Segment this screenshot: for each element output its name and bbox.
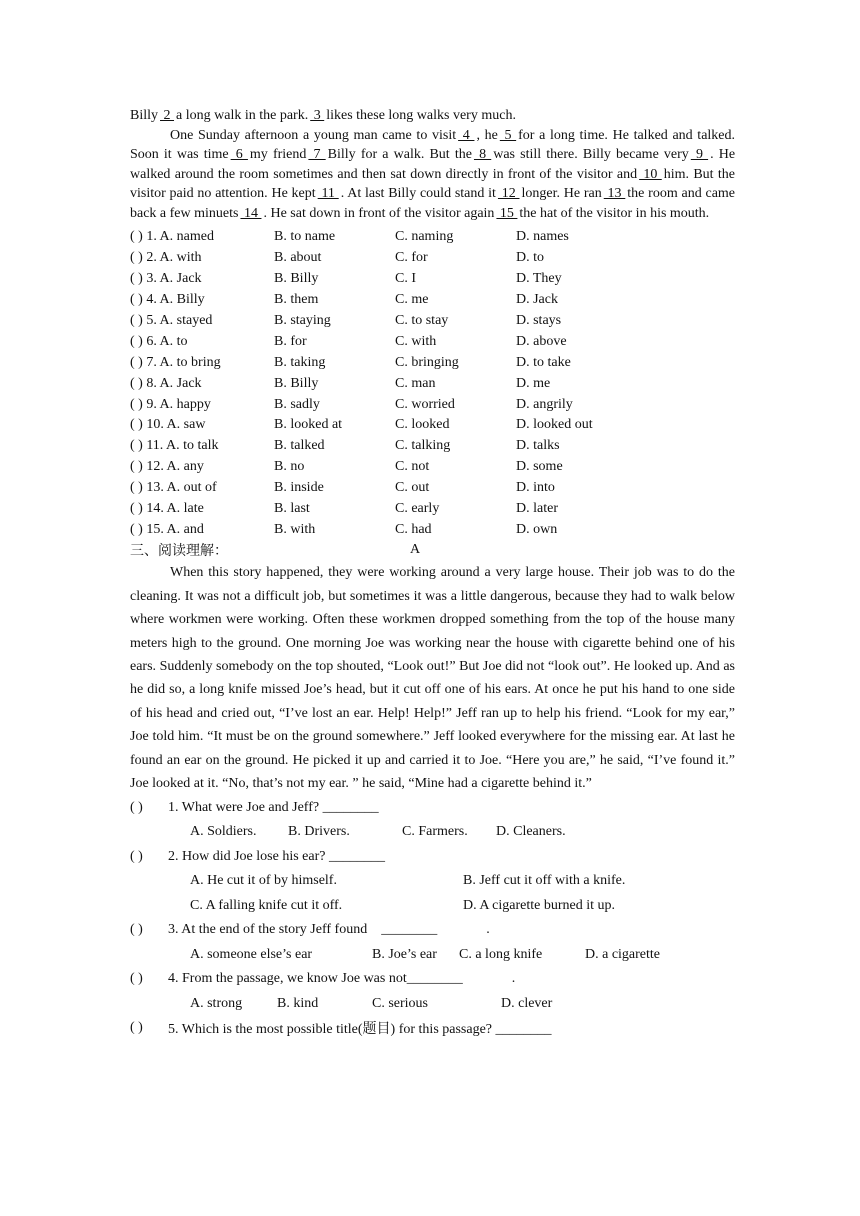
option-d: D. me — [516, 375, 551, 391]
answer-d: D. A cigarette burned it up. — [463, 897, 616, 913]
option-d: D. some — [516, 459, 563, 475]
option-d: D. to — [516, 250, 544, 266]
question-3 — [130, 918, 735, 943]
answer-paren: ( ) — [130, 971, 143, 987]
cloze-line-1: Billy 2 a long walk in the park. 3 likes these long walks very much. — [130, 108, 516, 123]
question-text: 5. Which is the most possible title(题目) for this passage? ________ — [168, 1022, 552, 1038]
option-row — [130, 248, 735, 269]
answers-2b — [130, 893, 735, 918]
blank-12: 12 — [497, 186, 520, 201]
option-c: C. to stay — [395, 313, 449, 328]
option-row — [130, 352, 735, 373]
answers-2a — [130, 869, 735, 894]
option-d: D. above — [516, 333, 567, 349]
option-b: B. for — [274, 333, 307, 349]
blank-11: 11 — [317, 186, 339, 201]
reading-passage: When this story happened, they were working around a very large house. Their job was to do the cleaning. It was not a difficult job, but sometimes it was a little dangerous, because they had to walk below where workmen were working. Often these workmen dropped something from the top of the house many meters high to the ground. One morning Joe was working near the house with cigarette behind one of his ears. Suddenly somebody on the top shouted, “Look out!” But Joe did not “look out”. He looked up. And as he did so, a long knife missed Joe’s head, but it cut off one of his ears. At once he put his hand to one side of his head and cried out, “I’ve lost an ear. Help! Help!” Jeff ran up to help his friend. “Look for my ear,” Joe told him. “It must be on the ground somewhere.” Jeff looked everywhere for the missing ear. At last he found an ear on the ground. He picked it up and carried it to Joe. “Here you are,” he said, “I’ve found it.” Joe looked at it. “No, that’s not my ear. ” he said, “Mine had a cigarette behind it.” — [130, 565, 735, 792]
blank-3: 3 — [310, 108, 325, 123]
question-text: 3. At the end of the story Jeff found ________ . — [168, 922, 490, 938]
blank-15: 15 — [496, 205, 518, 221]
option-b: B. Billy — [274, 375, 319, 391]
answers-3 — [130, 942, 735, 967]
answer-a: A. strong — [190, 995, 243, 1011]
option-b: B. looked at — [274, 417, 343, 433]
answer-c: C. Farmers. — [402, 824, 468, 840]
option-c: C. had — [395, 521, 432, 537]
question-text: 1. What were Joe and Jeff? ________ — [168, 799, 379, 815]
blank-4: 4 — [458, 127, 475, 143]
option-c: C. for — [395, 250, 428, 266]
option-a: ( ) 4. A. Billy — [130, 292, 205, 308]
option-c: C. worried — [395, 396, 455, 412]
option-d: D. Jack — [516, 292, 558, 308]
option-c: C. with — [395, 333, 437, 349]
option-b: B. with — [274, 521, 316, 537]
option-row — [130, 478, 735, 499]
option-a: ( ) 9. A. happy — [130, 396, 211, 412]
question-text: 4. From the passage, we know Joe was not________ . — [168, 971, 516, 987]
blank-5: 5 — [499, 127, 517, 143]
option-row — [130, 311, 735, 332]
question-2 — [130, 844, 735, 869]
question-4 — [130, 967, 735, 992]
answer-paren: ( ) — [130, 1020, 143, 1036]
option-row — [130, 457, 735, 478]
document-page — [130, 106, 735, 1040]
option-b: B. last — [274, 501, 310, 517]
option-d: D. They — [516, 271, 562, 287]
option-b: B. talked — [274, 438, 325, 454]
answer-b: B. Drivers. — [288, 824, 350, 840]
option-d: D. to take — [516, 354, 571, 370]
option-a: ( ) 1. A. named — [130, 229, 214, 245]
answer-a: A. Soldiers. — [190, 824, 257, 840]
option-c: C. early — [395, 501, 440, 517]
option-a: ( ) 8. A. Jack — [130, 375, 202, 391]
section-title: 三、阅读理解： — [130, 543, 228, 559]
answers-1 — [130, 820, 735, 845]
option-b: B. no — [274, 459, 305, 475]
option-c: C. looked — [395, 417, 450, 433]
blank-9: 9 — [690, 147, 709, 162]
option-a: ( ) 11. A. to talk — [130, 438, 219, 454]
blank-8: 8 — [473, 147, 492, 162]
option-c: C. talking — [395, 438, 451, 454]
answers-4 — [130, 991, 735, 1016]
reading-questions — [130, 795, 735, 1040]
option-row — [130, 394, 735, 415]
option-b: B. sadly — [274, 396, 320, 412]
option-d: D. looked out — [516, 417, 593, 433]
option-a: ( ) 5. A. stayed — [130, 313, 213, 328]
option-b: B. about — [274, 250, 322, 266]
option-row — [130, 269, 735, 290]
answer-d: D. Cleaners. — [496, 824, 566, 840]
option-a: ( ) 13. A. out of — [130, 480, 217, 496]
option-c: C. man — [395, 375, 436, 391]
option-b: B. Billy — [274, 271, 319, 287]
option-c: C. me — [395, 292, 429, 308]
answer-paren: ( ) — [130, 848, 143, 864]
option-b: B. staying — [274, 313, 331, 328]
blank-6: 6 — [230, 147, 248, 162]
option-row — [130, 227, 735, 248]
answer-a: A. He cut it of by himself. — [190, 873, 337, 889]
answer-paren: ( ) — [130, 799, 143, 815]
question-5 — [130, 1016, 735, 1041]
question-1 — [130, 795, 735, 820]
option-a: ( ) 14. A. late — [130, 501, 204, 517]
option-c: C. naming — [395, 229, 454, 245]
answer-d: D. clever — [501, 995, 553, 1011]
blank-7: 7 — [308, 147, 326, 162]
blank-14: 14 — [240, 205, 262, 221]
answer-b: B. Jeff cut it off with a knife. — [463, 873, 626, 889]
option-row — [130, 290, 735, 311]
passage-label: A — [410, 541, 421, 557]
option-b: B. them — [274, 292, 319, 308]
option-row — [130, 519, 735, 540]
answer-b: B. kind — [277, 995, 319, 1011]
answer-paren: ( ) — [130, 922, 143, 938]
option-c: C. bringing — [395, 354, 459, 370]
option-row — [130, 436, 735, 457]
option-d: D. angrily — [516, 396, 573, 412]
option-a: ( ) 7. A. to bring — [130, 354, 221, 370]
option-a: ( ) 12. A. any — [130, 459, 204, 475]
answer-b: B. Joe’s ear — [372, 946, 437, 962]
answer-a: A. someone else’s ear — [190, 946, 313, 962]
blank-13: 13 — [603, 186, 626, 201]
option-c: C. I — [395, 271, 416, 287]
cloze-options — [130, 227, 735, 540]
option-d: D. names — [516, 229, 569, 245]
option-row — [130, 373, 735, 394]
blank-10: 10 — [639, 166, 662, 182]
option-a: ( ) 3. A. Jack — [130, 271, 202, 287]
option-b: B. taking — [274, 354, 326, 370]
option-d: D. talks — [516, 438, 560, 454]
answer-c: C. serious — [372, 995, 428, 1011]
question-text: 2. How did Joe lose his ear? ________ — [168, 848, 385, 864]
answer-c: C. A falling knife cut it off. — [190, 897, 343, 913]
option-row — [130, 499, 735, 520]
option-a: ( ) 6. A. to — [130, 333, 188, 349]
option-b: B. inside — [274, 480, 324, 496]
option-row — [130, 415, 735, 436]
answer-d: D. a cigarette — [585, 946, 661, 962]
option-a: ( ) 10. A. saw — [130, 417, 206, 433]
option-d: D. later — [516, 501, 558, 517]
option-d: D. own — [516, 521, 558, 537]
cloze-paragraph: One Sunday afternoon a young man came to visit 4 , he 5 for a long time. He talked and talked. Soon it was time 6 my friend 7 Billy for a walk. But the 8 was still there. Billy became very 9 . He walked around the room sometimes and then sat down directly in front of the visitor and 10 him. But the visitor paid no attention. He kept 11 . At last Billy could stand it 12 longer. He ran 13 the room and came back a few minuets 14 . He sat down in front of the visitor again 15 the hat of the visitor in his mouth. — [130, 127, 736, 221]
option-a: ( ) 2. A. with — [130, 250, 202, 266]
option-b: B. to name — [274, 229, 336, 245]
option-row — [130, 331, 735, 352]
cloze-passage — [130, 106, 735, 223]
option-a: ( ) 15. A. and — [130, 521, 204, 537]
answer-c: C. a long knife — [459, 946, 543, 962]
option-d: D. into — [516, 480, 555, 496]
option-c: C. not — [395, 459, 430, 475]
blank-2: 2 — [160, 108, 175, 123]
option-d: D. stays — [516, 313, 562, 328]
section-header — [130, 540, 735, 559]
option-c: C. out — [395, 480, 430, 496]
